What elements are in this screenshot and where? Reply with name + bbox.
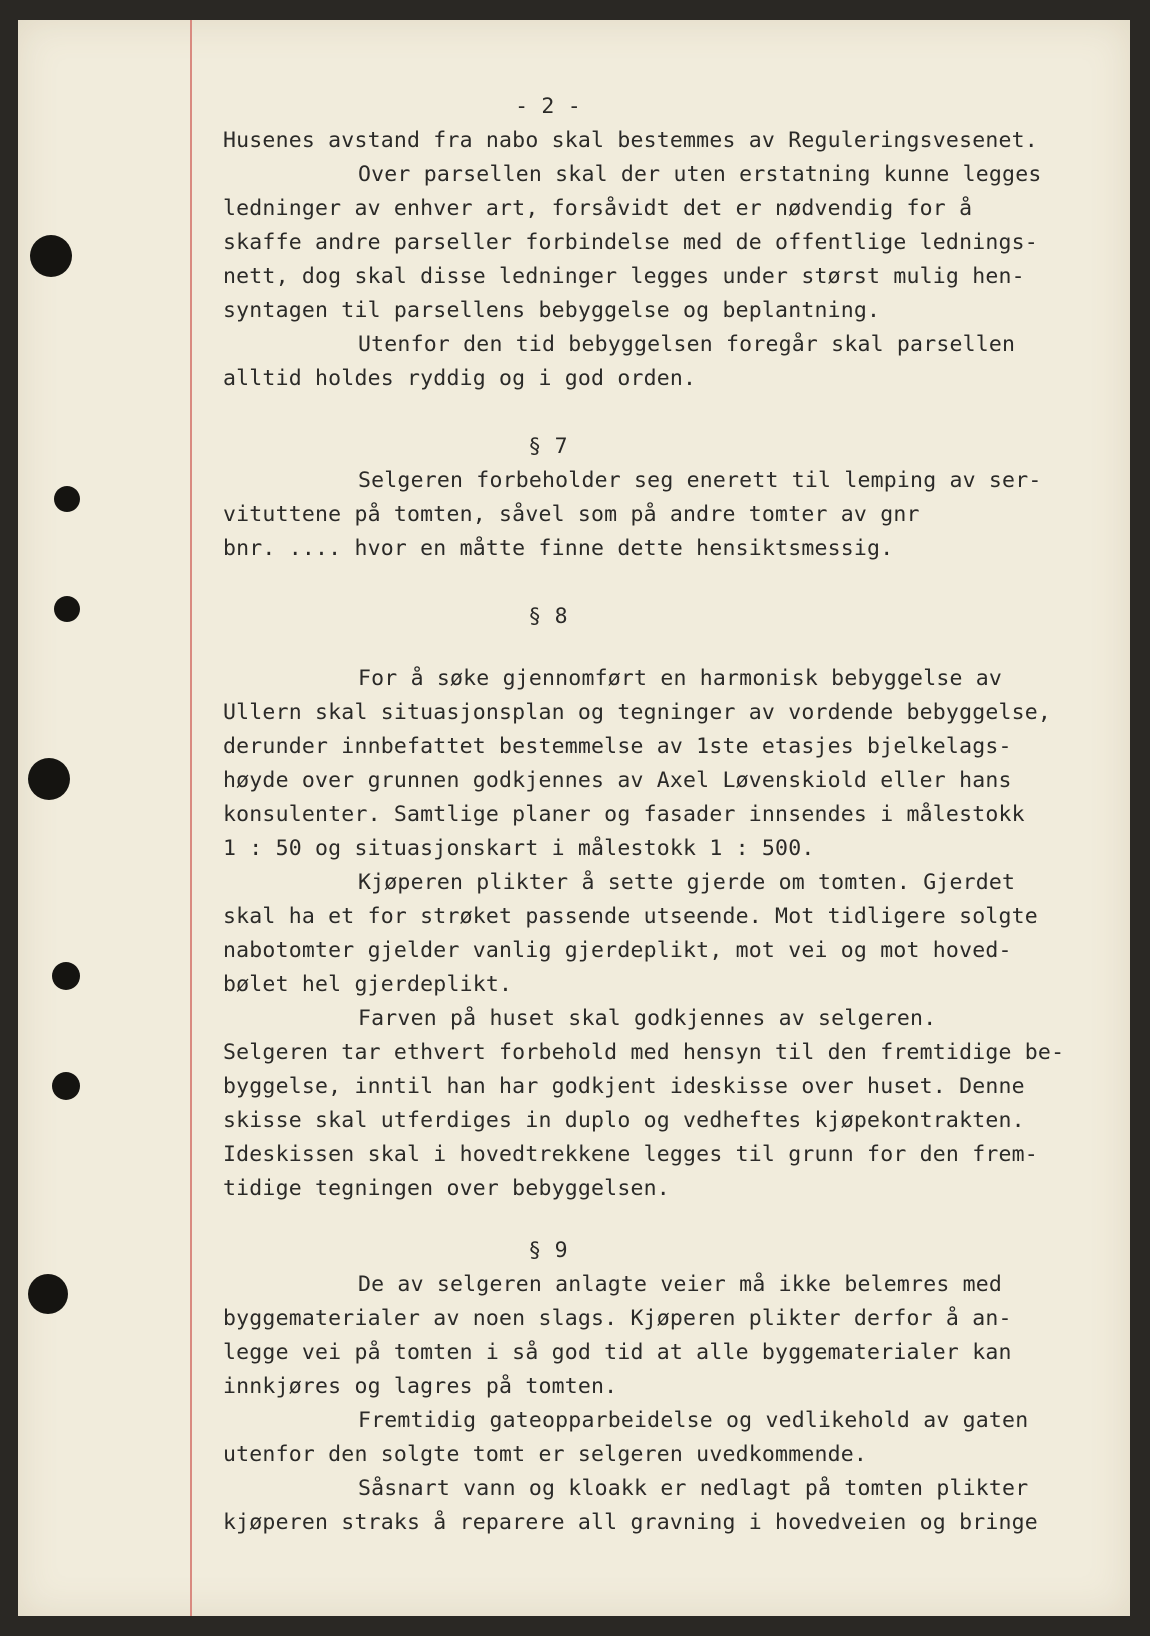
punch-hole [28,1274,68,1314]
text-line: innkjøres og lagres på tomten. [223,1374,618,1399]
text-line: nabotomter gjelder vanlig gjerdeplikt, mot vei og mot hoved- [223,938,1012,963]
punch-hole [28,758,70,800]
text-line: kjøperen straks å reparere all gravning i hovedveien og bringe [223,1510,1038,1535]
text-line: Fremtidig gateopparbeidelse og vedlikehold av gaten [358,1408,1029,1433]
text-line: Kjøperen plikter å sette gjerde om tomten. Gjerdet [358,870,1016,895]
text-line: alltid holdes ryddig og i god orden. [223,366,697,391]
punch-hole [52,1072,80,1100]
text-line: legge vei på tomten i så god tid at alle byggematerialer kan [223,1340,1012,1365]
text-line: 1 : 50 og situasjonskart i målestokk 1 : 500. [223,836,815,861]
text-line: Husenes avstand fra nabo skal bestemmes av Reguleringsvesenet. [223,128,1038,153]
text-line: Over parsellen skal der uten erstatning kunne legges [358,162,1042,187]
text-line: tidige tegningen over bebyggelsen. [223,1176,670,1201]
text-line: konsulenter. Samtlige planer og fasader innsendes i målestokk [223,802,1025,827]
text-line: For å søke gjennomført en harmonisk bebyggelse av [358,666,1003,691]
punch-hole [52,962,80,990]
text-line: De av selgeren anlagte veier må ikke belemres med [358,1272,1003,1297]
section-heading-9: § 9 [528,1238,568,1263]
text-line: byggematerialer av noen slags. Kjøperen plikter derfor å an- [223,1306,1012,1331]
document-page [18,20,1130,1616]
text-line: ledninger av enhver art, forsåvidt det er nødvendig for å [223,196,973,221]
punch-hole [54,596,80,622]
section-heading-8: § 8 [528,604,568,629]
text-line: skal ha et for strøket passende utseende. Mot tidligere solgte [223,904,1038,929]
text-line: bølet hel gjerdeplikt. [223,972,513,997]
text-line: derunder innbefattet bestemmelse av 1ste etasjes bjelkelags- [223,734,1012,759]
section-heading-7: § 7 [528,434,568,459]
text-line: Farven på huset skal godkjennes av selgeren. [358,1006,937,1031]
margin-rule [190,20,192,1616]
text-line: bnr. .... hvor en måtte finne dette hensiktsmessig. [223,536,894,561]
punch-hole [30,235,72,277]
text-line: Ideskissen skal i hovedtrekkene legges til grunn for den frem- [223,1142,1038,1167]
text-line: Ullern skal situasjonsplan og tegninger av vordende bebyggelse, [223,700,1052,725]
text-line: byggelse, inntil han har godkjent ideskisse over huset. Denne [223,1074,1025,1099]
text-line: Selgeren tar ethvert forbehold med hensyn til den fremtidige be- [223,1040,1065,1065]
punch-hole [54,486,80,512]
document-body [223,90,1113,1540]
text-line: Såsnart vann og kloakk er nedlagt på tomten plikter [358,1476,1029,1501]
page-number: - 2 - [515,94,581,119]
text-line: utenfor den solgte tomt er selgeren uvedkommende. [223,1442,868,1467]
text-line: Utenfor den tid bebyggelsen foregår skal parsellen [358,332,1016,357]
text-line: Selgeren forbeholder seg enerett til lemping av ser- [358,468,1042,493]
text-line: skaffe andre parseller forbindelse med de offentlige lednings- [223,230,1038,255]
text-line: nett, dog skal disse ledninger legges under størst mulig hen- [223,264,1025,289]
text-line: vituttene på tomten, såvel som på andre tomter av gnr [223,502,920,527]
text-line: høyde over grunnen godkjennes av Axel Løvenskiold eller hans [223,768,1012,793]
text-line: skisse skal utferdiges in duplo og vedheftes kjøpekontrakten. [223,1108,1025,1133]
text-line: syntagen til parsellens bebyggelse og beplantning. [223,298,881,323]
